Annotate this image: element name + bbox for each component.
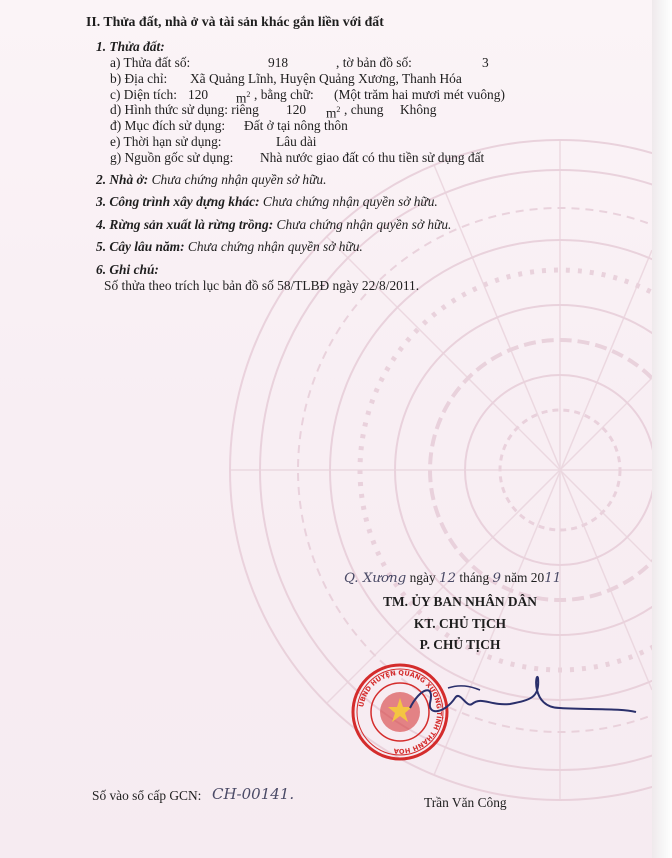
parcel-number-label: a) Thửa đất số: [110,55,191,70]
forest-row: 4. Rừng sản xuất là rừng trồng: Chưa chứng nhận quyền sở hữu. [96,217,452,232]
svg-text:UBND HUYỆN QUẢNG XƯƠNG TỈNH TH: UBND HUYỆN QUẢNG XƯƠNG TỈNH THANH HÓA [357,668,444,756]
date-month: 9 [492,571,502,586]
notes-value: Số thửa theo trích lục bản đồ số 58/TLBĐ ngày 22/8/2011. [104,278,420,293]
parcel-number-value: 918 [268,55,289,70]
signature-stroke [400,668,640,738]
signer-name: Trần Văn Công [424,795,507,810]
address-value: Xã Quảng Lĩnh, Huyện Quảng Xương, Thanh Hóa [190,71,462,86]
construction-row: 3. Công trình xây dựng khác: Chưa chứng nhận quyền sở hữu. [96,194,438,209]
origin-value: Nhà nước giao đất có thu tiền sử dụng đất [260,150,485,165]
signature-role: P. CHỦ TỊCH [419,637,501,652]
private-area-value: 120 [286,102,307,117]
usage-form-label: d) Hình thức sử dụng: riêng [110,102,259,117]
map-sheet-label: , tờ bản đồ số: [336,55,412,70]
purpose-label: đ) Mục đích sử dụng: [110,118,226,133]
land-heading: 1. Thửa đất: [96,39,165,54]
house-row: 2. Nhà ở: Chưa chứng nhận quyền sở hữu. [96,172,327,187]
notes-heading: 6. Ghi chú: [96,262,159,277]
shared-label: , chung [344,102,384,117]
address-label: b) Địa chỉ: [110,71,168,86]
area-value: 120 [188,87,209,102]
shared-value: Không [400,102,437,117]
signature-title: KT. CHỦ TỊCH [413,616,507,631]
area-unit: $m^2$ [236,90,251,106]
registry-label: Số vào sổ cấp GCN: [92,788,202,803]
page-edge [652,0,672,858]
term-label: e) Thời hạn sử dụng: [110,134,222,149]
date-line: Q. Xương ngày 12 tháng 9 năm 2011 [344,570,562,586]
area-words-label: , bằng chữ: [254,87,314,102]
term-value: Lâu dài [276,134,317,149]
section-title: II. Thửa đất, nhà ở và tài sản khác gắn liền với đất [86,14,384,29]
registry-number: CH-00141. [212,785,295,803]
origin-label: g) Nguồn gốc sử dụng: [110,150,234,165]
date-year: 11 [544,571,562,586]
purpose-value: Đất ở tại nông thôn [244,118,348,133]
date-place: Q. Xương [344,571,407,586]
private-area-unit: $m^2$ [326,105,341,121]
area-words-value: (Một trăm hai mươi mét vuông) [334,87,505,102]
perennial-row: 5. Cây lâu năm: Chưa chứng nhận quyền sở hữu. [96,239,363,254]
area-label: c) Diện tích: [110,87,177,102]
map-sheet-value: 3 [482,55,489,70]
date-day: 12 [439,571,457,586]
signature-org: TM. ỦY BAN NHÂN DÂN [383,594,537,609]
